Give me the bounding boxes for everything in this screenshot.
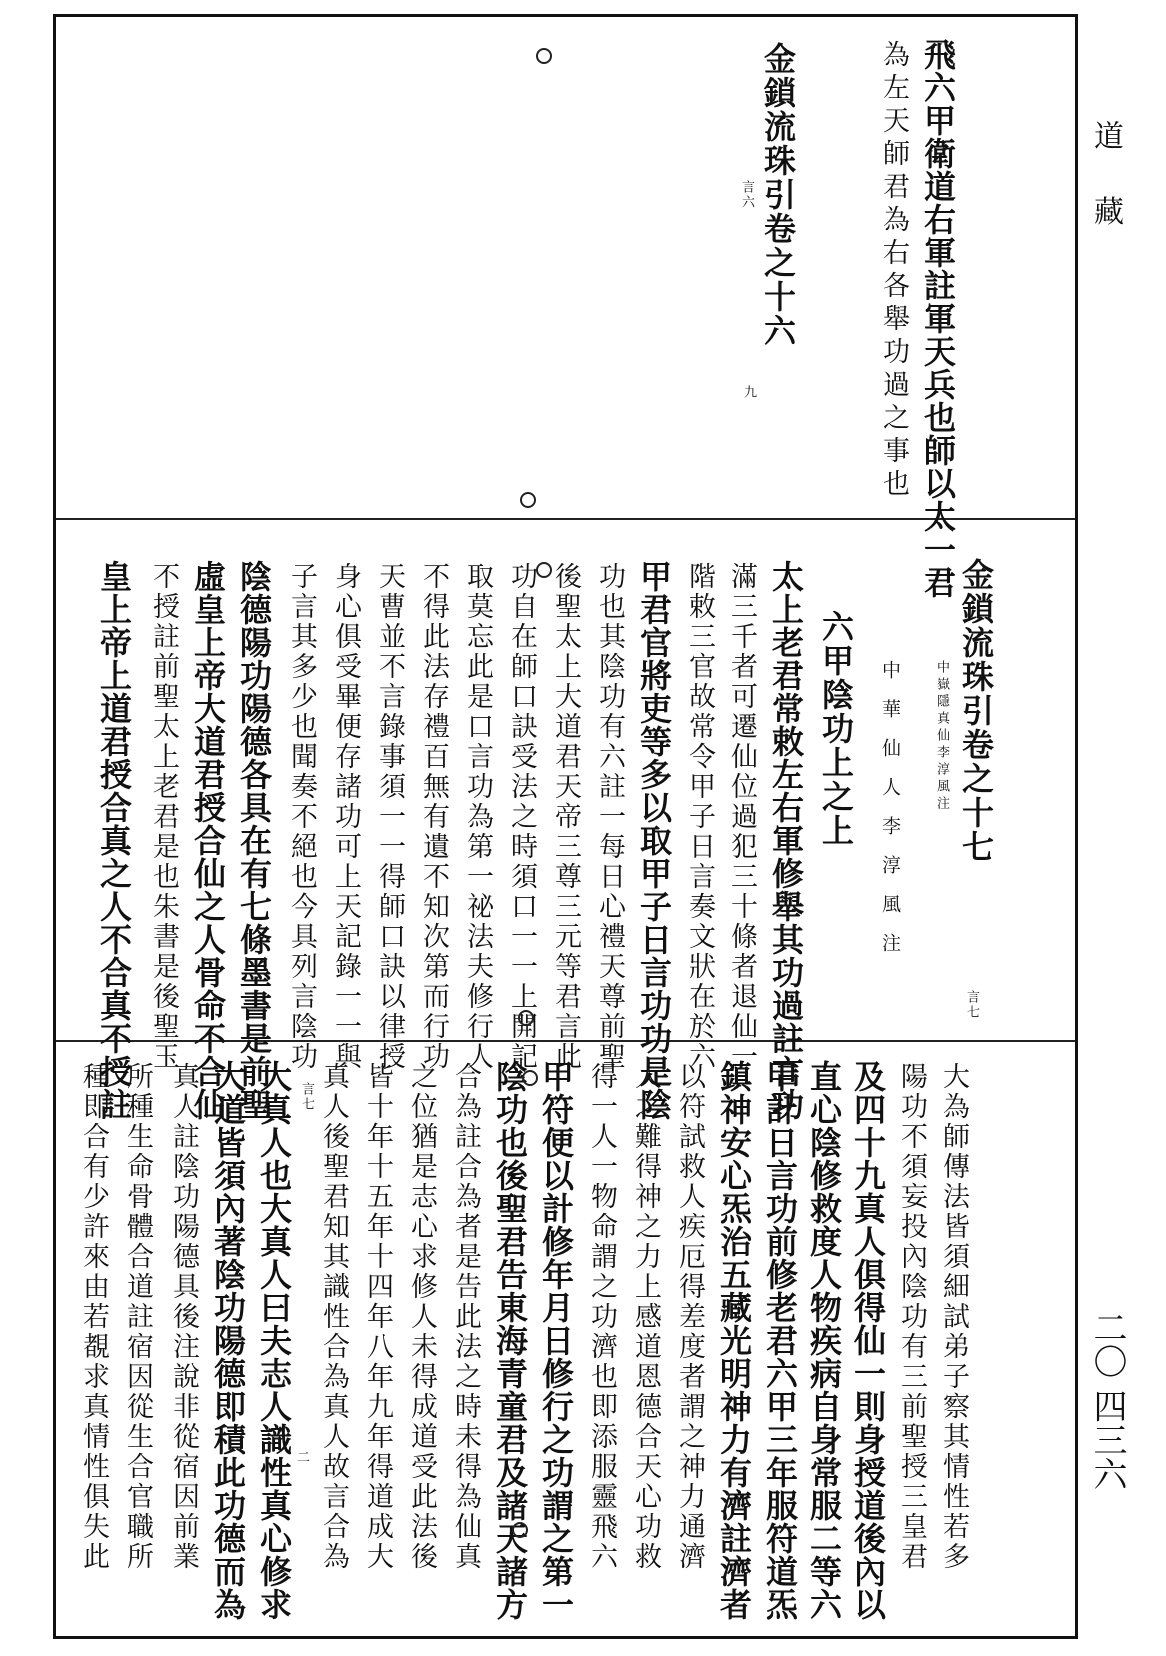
text-column: 大道皆須內著陰功陽德即積此功德而為: [209, 1060, 247, 1621]
text-column: 中嶽隱真仙李淳風注: [934, 660, 949, 813]
text-column: 鎮神安心炁治五藏光明神力有濟註濟者: [715, 1060, 753, 1621]
margin-note: 言六: [739, 180, 754, 210]
volume-title: 金鎖流珠引卷之十六: [759, 42, 797, 348]
text-column: 身心俱受畢便存諸功可上天記錄一一與: [330, 562, 361, 1072]
collection-name: 道 藏: [1088, 120, 1123, 244]
text-column: 後聖太上大道君天帝三尊三元等君言此: [550, 562, 581, 1072]
text-column: 不授註前聖太上老君是也朱書是後聖玉: [148, 562, 179, 1072]
text-column: 真人後聖君知其識性合為真人故言合為: [318, 1062, 349, 1572]
volume-title: 金鎖流珠引卷之十七: [957, 558, 995, 864]
text-column: 真人註陰功陽德具後注說非從宿因前業: [168, 1062, 199, 1572]
text-column: 階敕三官故常令甲子日言奏文狀在於六: [684, 562, 715, 1072]
text-column: 甲君官將吏等多以取甲子日言功功是陰: [635, 560, 673, 1121]
text-column: 天曹並不言錄事須一一得師口訣以律授: [374, 562, 405, 1072]
page-number: 二〇 四三六: [1087, 1310, 1127, 1491]
text-column: 功也其陰功有六註一每日心禮天尊前聖: [594, 562, 625, 1072]
text-column: 為左天師君為右各舉功過之事也: [878, 40, 909, 502]
text-column: 太上老君常敕左右軍修舉其功過註言功: [767, 560, 805, 1121]
text-column: 人之難得神之力上感道恩德合天心功救: [630, 1062, 661, 1572]
text-column: 及四十九真人俱得仙一則身授道後內以: [849, 1060, 887, 1621]
text-column: 合為註合為者是告此法之時未得為仙真: [450, 1062, 481, 1572]
text-column: 滿三千者可遷仙位過犯三十條者退仙一: [726, 562, 757, 1072]
text-column: 得一人一物命謂之功濟也即添服靈飛六: [586, 1062, 617, 1572]
text-column: 大為師傳法皆須細試弟子察其情性若多: [938, 1062, 969, 1572]
text-column: 取莫忘此是口言功為第一祕法夫修行人: [462, 562, 493, 1072]
text-column: 大真人也大真人曰夫志人識性真心修求: [255, 1060, 293, 1621]
binding-circle: [518, 1010, 534, 1026]
text-column: 之位猶是志心求修人未得成道受此法後: [406, 1062, 437, 1572]
text-column: 虛皇上帝大道君授合仙之人骨命不合仙: [189, 560, 227, 1121]
text-column: 功自在師口訣受法之時須口一一上開記: [506, 562, 537, 1072]
binding-circle: [536, 48, 552, 64]
text-column: 飛六甲衛道右軍註軍天兵也師以太一君: [919, 38, 957, 599]
margin-note: 言七: [299, 1082, 314, 1112]
margin-note: 言七: [964, 990, 979, 1020]
text-column: 種即合有少許來由若覩求真情性俱失此: [78, 1062, 109, 1572]
text-column: 所種生命骨體合道註宿因從生合官職所: [122, 1062, 153, 1572]
margin-note: 二: [294, 1450, 309, 1465]
binding-circle: [522, 1070, 538, 1086]
text-column: 甲符便以計修年月日修行之功謂之第一: [537, 1060, 575, 1621]
margin-note: 九: [741, 385, 756, 400]
text-column: 皇上帝上道君授合真之人不合真不授註: [95, 560, 133, 1121]
binding-circle: [512, 1522, 528, 1538]
binding-circle: [520, 492, 536, 508]
text-column: 直心陰修救度人物疾病自身常服二等六: [805, 1060, 843, 1621]
text-column: 甲計日言功前修老君六甲三年服符道炁: [761, 1060, 799, 1621]
author-line: 中華仙人李淳風注: [879, 660, 901, 972]
text-column: 不得此法存禮百無有遺不知次第而行功: [418, 562, 449, 1072]
text-column: 子言其多少也聞奏不絕也今具列言陰功: [286, 562, 317, 1072]
section-heading: 六甲陰功上之上: [817, 610, 855, 848]
text-column: 陰功也後聖君告東海青童君及諸天諸方: [491, 1060, 529, 1621]
text-column: 皆十年十五年十四年八年九年得道成大: [362, 1062, 393, 1572]
text-column: 陽功不須妄投內陰功有三前聖授三皇君: [896, 1062, 927, 1572]
binding-circle: [536, 562, 552, 578]
text-column: 陰德陽功陽德各具在有七條墨書是前聖: [235, 560, 273, 1121]
text-column: 以符試救人疾厄得差度者謂之神力通濟: [674, 1062, 705, 1572]
